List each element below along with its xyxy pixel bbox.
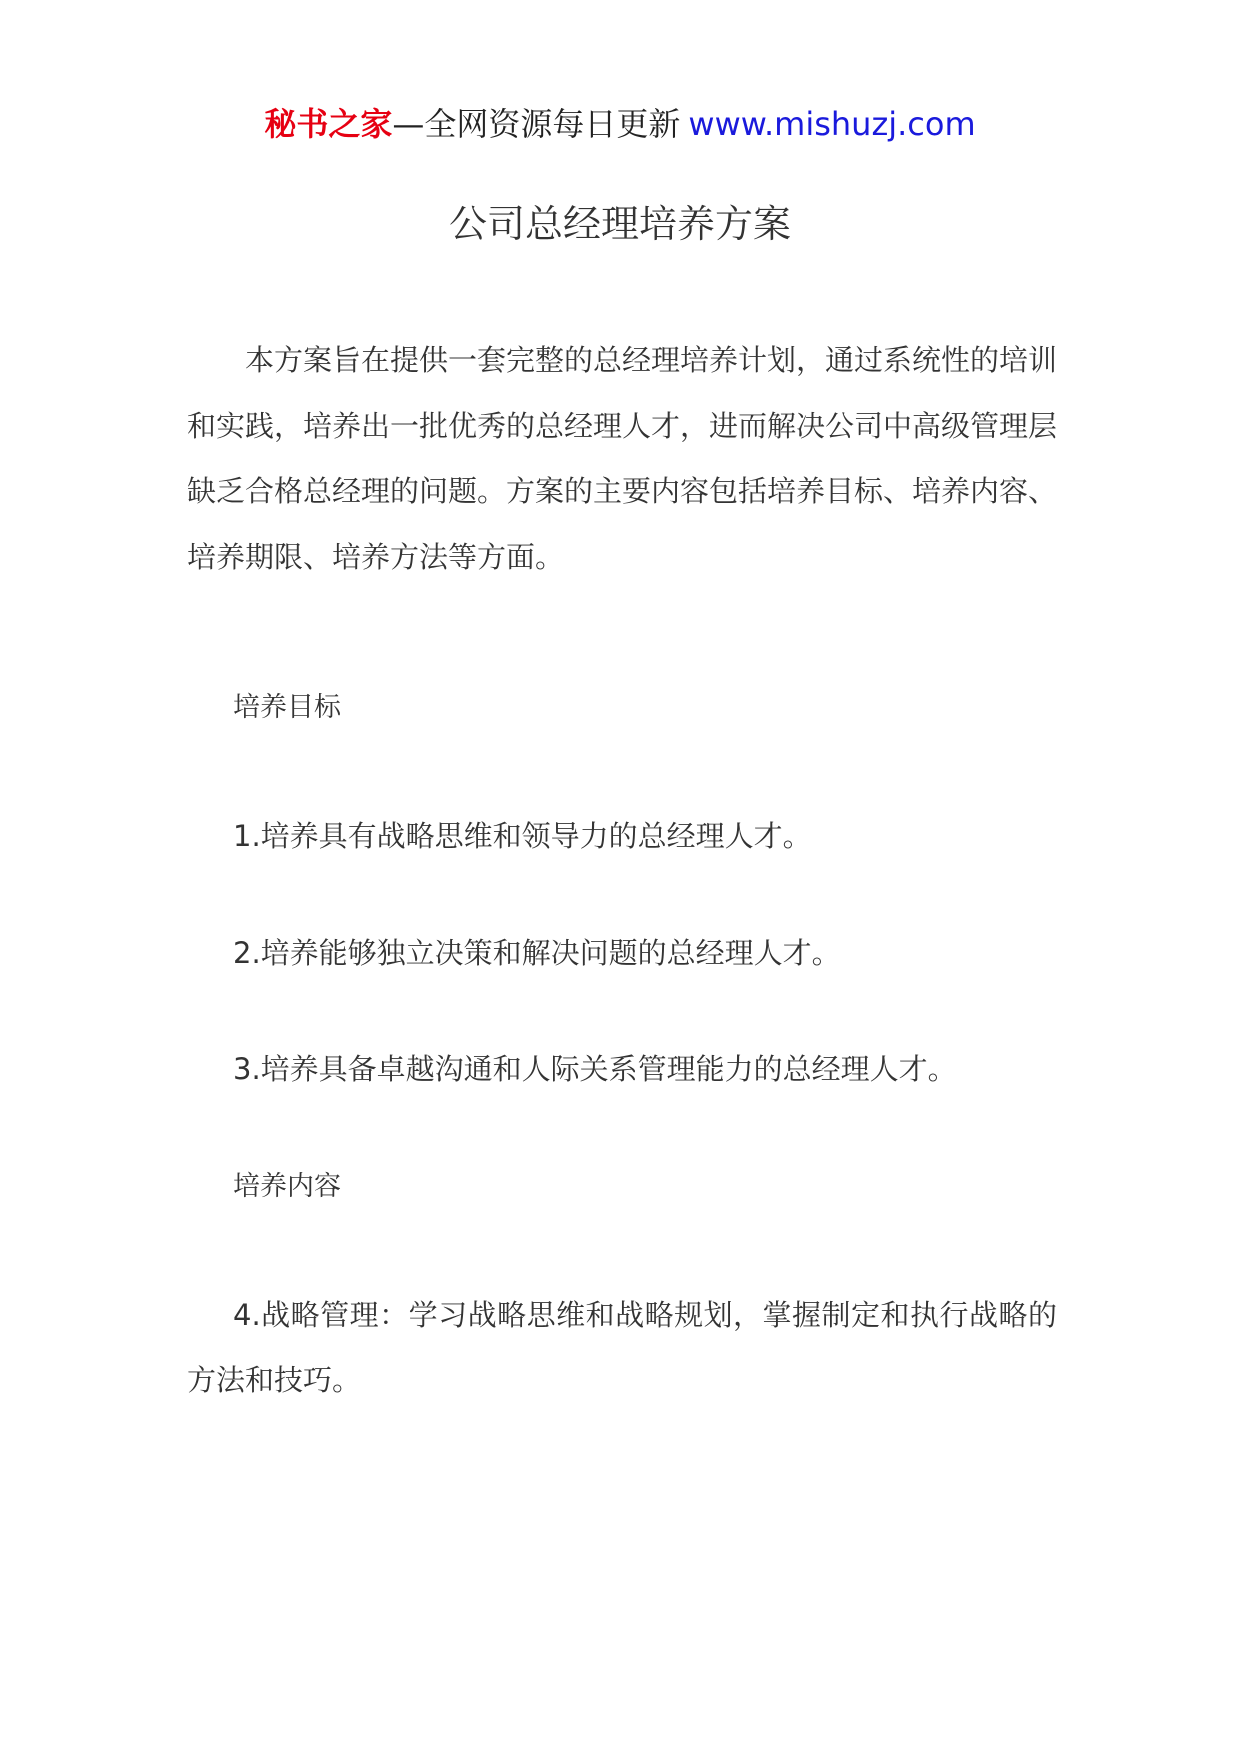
site-slogan: —全网资源每日更新 (392, 105, 681, 143)
brand-name: 秘书之家 (264, 105, 393, 143)
section-heading-goals: 培养目标 (233, 692, 341, 723)
site-link[interactable]: www.mishuzj.com (688, 105, 976, 143)
document-title: 公司总经理培养方案 (448, 202, 791, 246)
goal-item: 3.培养具备卓越沟通和人际关系管理能力的总经理人才。 (233, 1052, 957, 1086)
section-heading-content: 培养内容 (233, 1170, 341, 1202)
content-item: 4.战略管理：学习战略思维和战略规划，掌握制定和执行战略的方法和技巧。 (187, 1297, 1057, 1397)
site-header (0, 100, 1240, 148)
goal-item: 2.培养能够独立决策和解决问题的总经理人才。 (233, 935, 841, 970)
document-body (187, 328, 1057, 1414)
intro-paragraph: 本方案旨在提供一套完整的总经理培养计划，通过系统性的培训和实践，培养出一批优秀的总经理人才，进而解决公司中高级管理层缺乏合格总经理的问题。方案的主要内容包括培养目标、培养内容、培养期限、培养方法等方面。 (187, 343, 1058, 574)
goal-item: 1.培养具有战略思维和领导力的总经理人才。 (233, 819, 812, 853)
